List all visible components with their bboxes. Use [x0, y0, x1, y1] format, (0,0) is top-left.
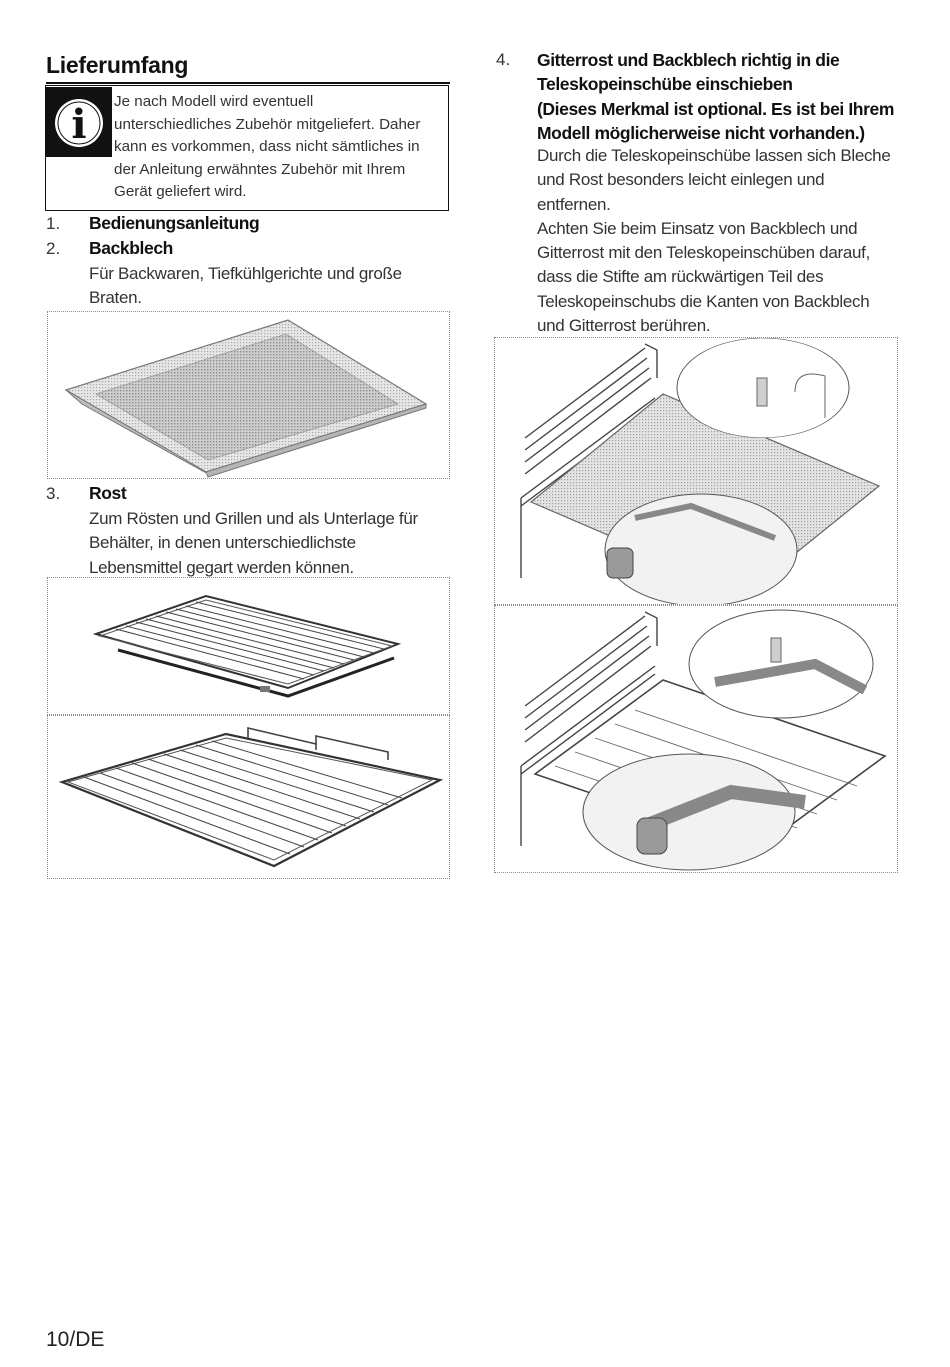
item-number: 4. — [496, 50, 511, 69]
item-description-line: Lebensmittel gegart werden können. — [89, 557, 354, 577]
item-description — [89, 262, 439, 311]
info-note-line: Gerät geliefert wird. — [114, 183, 247, 201]
item-description-line: Braten. — [89, 288, 142, 308]
info-icon — [46, 87, 112, 157]
info-note-line: der Anleitung erwähntes Zubehör mit Ihrem — [114, 160, 406, 178]
telescopic-rack-illustration — [494, 605, 898, 873]
info-note-line: unterschiedliches Zubehör mitgeliefert. Daher — [114, 115, 421, 133]
item-description-line: Achten Sie beim Einsatz von Backblech und — [537, 218, 858, 238]
item-description-line: dass die Stifte am rückwärtigen Teil des — [537, 267, 824, 287]
item-description — [537, 144, 927, 338]
item-heading-baking-tray: Backblech — [89, 238, 173, 258]
item-heading-line: (Dieses Merkmal ist optional. Es ist bei Ihrem — [537, 98, 894, 119]
item-description-line: Teleskopeinschubs die Kanten von Backblech — [537, 291, 870, 311]
item-number: 3. — [46, 484, 61, 503]
page-number: 10/DE — [46, 1328, 105, 1351]
wire-rack-illustration-2 — [47, 715, 450, 879]
info-note-line: Je nach Modell wird eventuell — [114, 93, 314, 110]
item-description-line: Behälter, in denen unterschiedlichste — [89, 533, 356, 553]
telescopic-tray-illustration — [494, 337, 898, 605]
item-description-line: Zum Rösten und Grillen und als Unterlage für — [89, 509, 418, 528]
item-description-line: Für Backwaren, Tiefkühlgerichte und große — [89, 264, 402, 283]
item-description-line: Durch die Teleskopeinschübe lassen sich Bleche — [537, 146, 891, 165]
item-description — [89, 507, 439, 580]
item-heading-line: Modell möglicherweise nicht vorhanden.) — [537, 122, 865, 143]
svg-text:i: i — [71, 101, 87, 148]
item-description-line: entfernen. — [537, 194, 611, 214]
item-heading-telescopic-rails — [537, 48, 917, 145]
item-heading-manual: Bedienungsanleitung — [89, 213, 260, 233]
item-heading-rack: Rost — [89, 483, 127, 503]
item-description-line: und Gitterrost berühren. — [537, 316, 711, 336]
baking-tray-illustration — [47, 311, 450, 479]
info-note-line: kann es vorkommen, dass nicht sämtliches in — [114, 138, 420, 156]
item-number: 2. — [46, 239, 61, 258]
title-underline — [46, 82, 450, 84]
item-description-line: Gitterrost mit den Teleskopeinschüben darauf, — [537, 243, 870, 263]
item-heading-line: Gitterrost und Backblech richtig in die — [537, 50, 840, 70]
item-number: 1. — [46, 214, 61, 233]
item-description-line: und Rost besonders leicht einlegen und — [537, 170, 825, 190]
section-title: Lieferumfang — [46, 52, 189, 78]
item-heading-line: Teleskopeinschübe einschieben — [537, 74, 793, 95]
info-note-text — [114, 91, 444, 204]
wire-rack-illustration-1 — [47, 577, 450, 715]
